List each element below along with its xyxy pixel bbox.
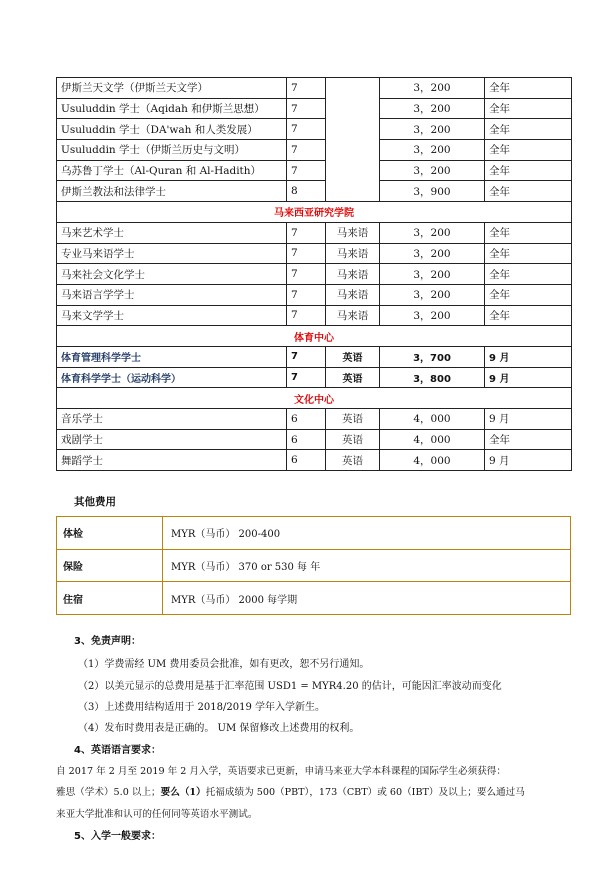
fee: 3，200	[380, 305, 485, 326]
program-name: 体育科学学士（运动科学）	[57, 367, 287, 388]
program-name: 专业马来语学士	[57, 243, 287, 264]
english-line-post: 托福成绩为 500（PBT），173（CBT）或 60（IBT）及以上；要么通过马	[205, 787, 525, 798]
section-header-row	[57, 326, 572, 347]
other-fee-value: MYR（马币） 200-400	[163, 517, 571, 550]
fee-table	[56, 77, 572, 471]
fee: 3，200	[380, 284, 485, 305]
fee: 3，200	[380, 119, 485, 140]
fee: 3，700	[380, 346, 485, 367]
intake: 全年	[485, 98, 572, 119]
language: 马来语	[326, 222, 380, 243]
fee-row	[57, 264, 572, 285]
fee: 3，900	[380, 181, 485, 202]
fee: 3，800	[380, 367, 485, 388]
fee: 3，200	[380, 222, 485, 243]
disclaimer-item: （1）学费需经 UM 费用委员会批准，如有更改，恕不另行通知。	[78, 659, 370, 670]
language-merged	[326, 78, 380, 202]
fee-row	[57, 119, 572, 140]
disclaimer-heading: 3、免责声明：	[74, 636, 141, 647]
disclaimer-item: （3）上述费用结构适用于 2018/2019 学年入学新生。	[78, 702, 325, 713]
section-header-row	[57, 202, 572, 223]
intake: 全年	[485, 305, 572, 326]
fee-row	[57, 78, 572, 99]
disclaimer-item: （4）发布时费用表是正确的。 UM 保留修改上述费用的权利。	[78, 723, 360, 734]
english-line: 来亚大学批准和认可的任何同等英语水平测试。	[56, 809, 258, 820]
other-fees-table	[56, 516, 571, 615]
fee: 3，200	[380, 243, 485, 264]
other-fee-row	[57, 549, 571, 582]
duration: 7	[287, 222, 326, 243]
fee-row	[57, 450, 572, 471]
language: 英语	[326, 429, 380, 450]
program-name: Usuluddin 学士（伊斯兰历史与文明）	[57, 140, 287, 161]
program-name: 戏剧学士	[57, 429, 287, 450]
fee-row	[57, 284, 572, 305]
language: 马来语	[326, 284, 380, 305]
program-name: 乌苏鲁丁学士（Al-Quran 和 Al-Hadith）	[57, 160, 287, 181]
intake: 全年	[485, 140, 572, 161]
english-line-bold: 要么（1）	[160, 787, 206, 798]
intake: 9 月	[485, 346, 572, 367]
duration: 6	[287, 429, 326, 450]
language: 英语	[326, 346, 380, 367]
other-fee-value: MYR（马币） 2000 每学期	[163, 582, 571, 615]
program-name: 伊斯兰教法和法律学士	[57, 181, 287, 202]
duration: 7	[287, 264, 326, 285]
section-title: 马来西亚研究学院	[57, 202, 572, 223]
intake: 9 月	[485, 367, 572, 388]
duration: 6	[287, 409, 326, 430]
program-name: Usuluddin 学士（Aqidah 和伊斯兰思想）	[57, 98, 287, 119]
intake: 全年	[485, 264, 572, 285]
other-fee-label: 体检	[57, 517, 163, 550]
english-line	[56, 784, 525, 798]
admission-heading: 5、入学一般要求：	[74, 831, 161, 842]
duration: 7	[287, 305, 326, 326]
language: 英语	[326, 409, 380, 430]
intake: 全年	[485, 243, 572, 264]
section-title: 体育中心	[57, 326, 572, 347]
other-fee-row	[57, 517, 571, 550]
intake: 9 月	[485, 409, 572, 430]
program-name: Usuluddin 学士（DA'wah 和人类发展）	[57, 119, 287, 140]
duration: 7	[287, 160, 326, 181]
intake: 全年	[485, 222, 572, 243]
other-fee-value: MYR（马币） 370 or 530 每 年	[163, 549, 571, 582]
fee-row	[57, 222, 572, 243]
language: 马来语	[326, 305, 380, 326]
language: 英语	[326, 367, 380, 388]
duration: 7	[287, 140, 326, 161]
program-name: 马来文学学士	[57, 305, 287, 326]
duration: 6	[287, 450, 326, 471]
fee-row	[57, 140, 572, 161]
duration: 7	[287, 78, 326, 99]
fee-row	[57, 98, 572, 119]
language: 马来语	[326, 243, 380, 264]
fee-row	[57, 305, 572, 326]
fee-row	[57, 346, 572, 367]
fee-row	[57, 409, 572, 430]
fee: 4，000	[380, 429, 485, 450]
intake: 全年	[485, 284, 572, 305]
program-name: 舞蹈学士	[57, 450, 287, 471]
section-title: 文化中心	[57, 388, 572, 409]
fee-row	[57, 367, 572, 388]
other-fee-row	[57, 582, 571, 615]
program-name: 体育管理科学学士	[57, 346, 287, 367]
english-line-pre: 雅思（学术）5.0 以上；	[56, 787, 161, 798]
program-name: 伊斯兰天文学（伊斯兰天文学）	[57, 78, 287, 99]
fee: 4，000	[380, 450, 485, 471]
language: 英语	[326, 450, 380, 471]
duration: 7	[287, 284, 326, 305]
fee: 3，200	[380, 98, 485, 119]
intake: 全年	[485, 181, 572, 202]
fee-row	[57, 243, 572, 264]
fee: 3，200	[380, 264, 485, 285]
intake: 9 月	[485, 450, 572, 471]
english-line: 自 2017 年 2 月至 2019 年 2 月入学，英语要求已更新，申请马来亚大学本科课程的国际学生必须获得：	[56, 766, 506, 777]
duration: 7	[287, 119, 326, 140]
intake: 全年	[485, 429, 572, 450]
fee-row	[57, 160, 572, 181]
fee: 3，200	[380, 140, 485, 161]
intake: 全年	[485, 160, 572, 181]
english-heading: 4、英语语言要求：	[74, 745, 161, 756]
duration: 7	[287, 346, 326, 367]
program-name: 音乐学士	[57, 409, 287, 430]
fee: 4，000	[380, 409, 485, 430]
duration: 8	[287, 181, 326, 202]
language: 马来语	[326, 264, 380, 285]
other-fee-label: 住宿	[57, 582, 163, 615]
duration: 7	[287, 98, 326, 119]
duration: 7	[287, 367, 326, 388]
fee: 3，200	[380, 78, 485, 99]
disclaimer-item: （2）以美元显示的总费用是基于汇率范围 USD1 = MYR4.20 的估计，可能因汇率波动而变化	[78, 681, 502, 692]
other-fee-label: 保险	[57, 549, 163, 582]
fee-row	[57, 429, 572, 450]
fee: 3，200	[380, 160, 485, 181]
duration: 7	[287, 243, 326, 264]
fee-row	[57, 181, 572, 202]
section-header-row	[57, 388, 572, 409]
intake: 全年	[485, 78, 572, 99]
intake: 全年	[485, 119, 572, 140]
program-name: 马来语言学学士	[57, 284, 287, 305]
other-fees-title: 其他费用	[74, 496, 116, 508]
program-name: 马来艺术学士	[57, 222, 287, 243]
program-name: 马来社会文化学士	[57, 264, 287, 285]
